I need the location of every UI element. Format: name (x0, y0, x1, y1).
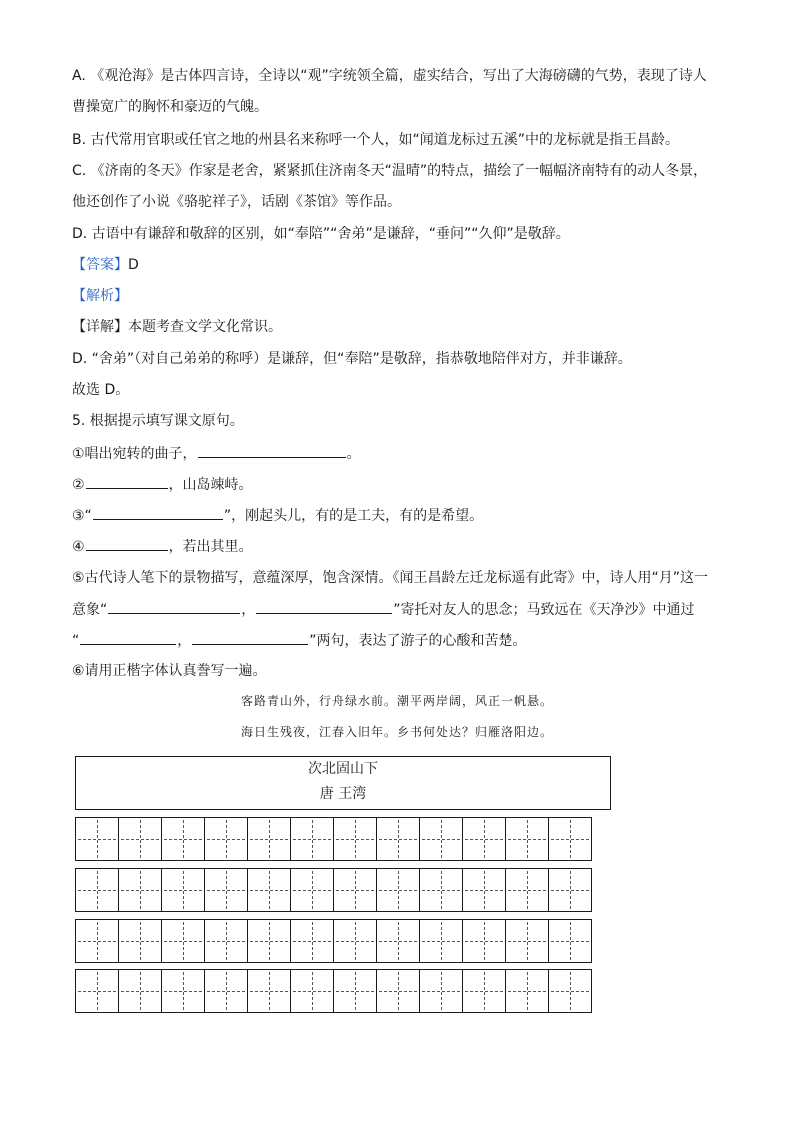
grid-row (75, 817, 613, 861)
analysis-line (72, 286, 732, 306)
q5-title: 5. 根据提示填写课文原句。 (72, 413, 244, 429)
grid-cell[interactable] (333, 817, 377, 861)
poem-title: 次北固山下 (308, 761, 378, 777)
q5-item5-l3-start: “ (72, 633, 80, 649)
detail-line3: 故选 D。 (72, 382, 130, 398)
grid-cell[interactable] (505, 868, 549, 912)
q5-item4-text: ，若出其里。 (168, 539, 253, 555)
grid-cell[interactable] (419, 969, 463, 1013)
q5-item2-num: ② (72, 477, 85, 493)
grid-cell[interactable] (419, 817, 463, 861)
fill-blank[interactable] (256, 599, 392, 614)
q5-item5-l2-comma: ， (241, 602, 256, 618)
grid-cell[interactable] (333, 969, 377, 1013)
grid-cell[interactable] (118, 817, 162, 861)
q5-item5-line1: ⑤古代诗人笔下的景物描写，意蕴深厚，饱含深情。《闻王昌龄左迁龙标遥有此寄》中，诗人用“月”这一 (72, 570, 709, 586)
grid-row (75, 919, 613, 963)
grid-cell[interactable] (333, 868, 377, 912)
answer-value: D (128, 257, 139, 273)
option-c-line1: C. 《济南的冬天》作家是老舍，紧紧抓住济南冬天“温晴”的特点，描绘了一幅幅济南特有的动人冬景， (72, 163, 708, 179)
grid-cell[interactable] (505, 969, 549, 1013)
q5-item3-text: ”，刚起头儿，有的是工夫，有的是希望。 (223, 508, 484, 524)
grid-cell[interactable] (462, 919, 506, 963)
grid-cell[interactable] (290, 868, 334, 912)
grid-cell[interactable] (247, 969, 291, 1013)
grid-cell[interactable] (376, 969, 420, 1013)
grid-cell[interactable] (75, 919, 119, 963)
q5-item5-line2 (72, 599, 732, 620)
grid-cell[interactable] (290, 817, 334, 861)
q5-item5-l3-end: ”两句，表达了游子的心酸和苦楚。 (309, 633, 527, 649)
poem-author: 唐 王湾 (319, 786, 367, 802)
grid-cell[interactable] (462, 817, 506, 861)
grid-cell[interactable] (204, 969, 248, 1013)
grid-cell[interactable] (419, 868, 463, 912)
grid-cell[interactable] (161, 817, 205, 861)
q5-item3-num: ③“ (72, 508, 92, 524)
fill-blank[interactable] (198, 443, 346, 458)
q5-item5-l2-start: 意象“ (72, 602, 108, 618)
model-text-line2: 海日生残夜，江春入旧年。乡书何处达？归雁洛阳边。 (240, 725, 553, 739)
analysis-tag: 【解析】 (72, 288, 128, 304)
option-c-line2: 他还创作了小说《骆驼祥子》，话剧《茶馆》等作品。 (72, 194, 401, 210)
option-a-line2: 曹操宽广的胸怀和豪迈的气魄。 (72, 99, 268, 115)
option-a-line1: A. 《观沧海》是古体四言诗，全诗以“观”字统领全篇，虚实结合，写出了大海磅礴的气势，表现了诗人 (72, 68, 707, 84)
poem-title-box (75, 756, 611, 810)
fill-blank[interactable] (86, 474, 168, 489)
grid-row (75, 969, 613, 1013)
grid-cell[interactable] (75, 868, 119, 912)
model-text-line1: 客路青山外，行舟绿水前。潮平两岸阔，风正一帆悬。 (240, 694, 553, 708)
q5-item3 (72, 505, 732, 526)
grid-cell[interactable] (161, 919, 205, 963)
answer-tag: 【答案】 (72, 257, 128, 273)
grid-cell[interactable] (548, 919, 592, 963)
option-b: B. 古代常用官职或任官之地的州县名来称呼一个人，如“闻道龙标过五溪”中的龙标就是指王昌龄。 (72, 132, 680, 148)
detail-line1: 【详解】本题考查文学文化常识。 (72, 319, 282, 335)
grid-cell[interactable] (118, 868, 162, 912)
q5-item4-num: ④ (72, 539, 85, 555)
fill-blank[interactable] (108, 599, 240, 614)
grid-cell[interactable] (204, 919, 248, 963)
q5-item5-l3-comma: ， (177, 633, 192, 649)
grid-cell[interactable] (376, 919, 420, 963)
grid-cell[interactable] (419, 919, 463, 963)
q5-item1-end: 。 (346, 446, 361, 462)
grid-cell[interactable] (290, 919, 334, 963)
q5-item5-line3 (72, 630, 732, 651)
grid-cell[interactable] (204, 868, 248, 912)
grid-cell[interactable] (505, 919, 549, 963)
grid-cell[interactable] (333, 919, 377, 963)
option-d: D. 古语中有谦辞和敬辞的区别，如“奉陪”“舍弟”是谦辞，“垂问”“久仰”是敬辞。 (72, 226, 570, 242)
detail-line2: D. “舍弟”（对自己弟弟的称呼）是谦辞，但“奉陪”是敬辞，指恭敬地陪伴对方，并非谦辞。 (72, 351, 632, 367)
grid-cell[interactable] (161, 868, 205, 912)
grid-cell[interactable] (548, 868, 592, 912)
fill-blank[interactable] (192, 630, 308, 645)
fill-blank[interactable] (86, 536, 168, 551)
q5-item5-l2-end: ”寄托对友人的思念；马致远在《天净沙》中通过 (393, 602, 695, 618)
grid-cell[interactable] (548, 969, 592, 1013)
q5-item1-text: ①唱出宛转的曲子， (72, 446, 197, 462)
grid-cell[interactable] (247, 868, 291, 912)
q5-item2 (72, 474, 732, 495)
grid-cell[interactable] (161, 969, 205, 1013)
grid-cell[interactable] (376, 817, 420, 861)
grid-cell[interactable] (247, 919, 291, 963)
grid-cell[interactable] (118, 969, 162, 1013)
grid-cell[interactable] (548, 817, 592, 861)
grid-cell[interactable] (462, 868, 506, 912)
grid-cell[interactable] (290, 969, 334, 1013)
fill-blank[interactable] (93, 505, 223, 520)
q5-item1 (72, 443, 732, 464)
grid-cell[interactable] (376, 868, 420, 912)
grid-cell[interactable] (505, 817, 549, 861)
grid-cell[interactable] (462, 969, 506, 1013)
grid-cell[interactable] (75, 969, 119, 1013)
grid-cell[interactable] (75, 817, 119, 861)
q5-item4 (72, 536, 732, 557)
grid-cell[interactable] (118, 919, 162, 963)
grid-row (75, 868, 613, 912)
fill-blank[interactable] (80, 630, 176, 645)
answer-line (72, 255, 732, 275)
q5-item6: ⑥请用正楷字体认真誊写一遍。 (72, 663, 267, 679)
q5-item2-text: ，山岛竦峙。 (168, 477, 253, 493)
grid-cell[interactable] (204, 817, 248, 861)
grid-cell[interactable] (247, 817, 291, 861)
